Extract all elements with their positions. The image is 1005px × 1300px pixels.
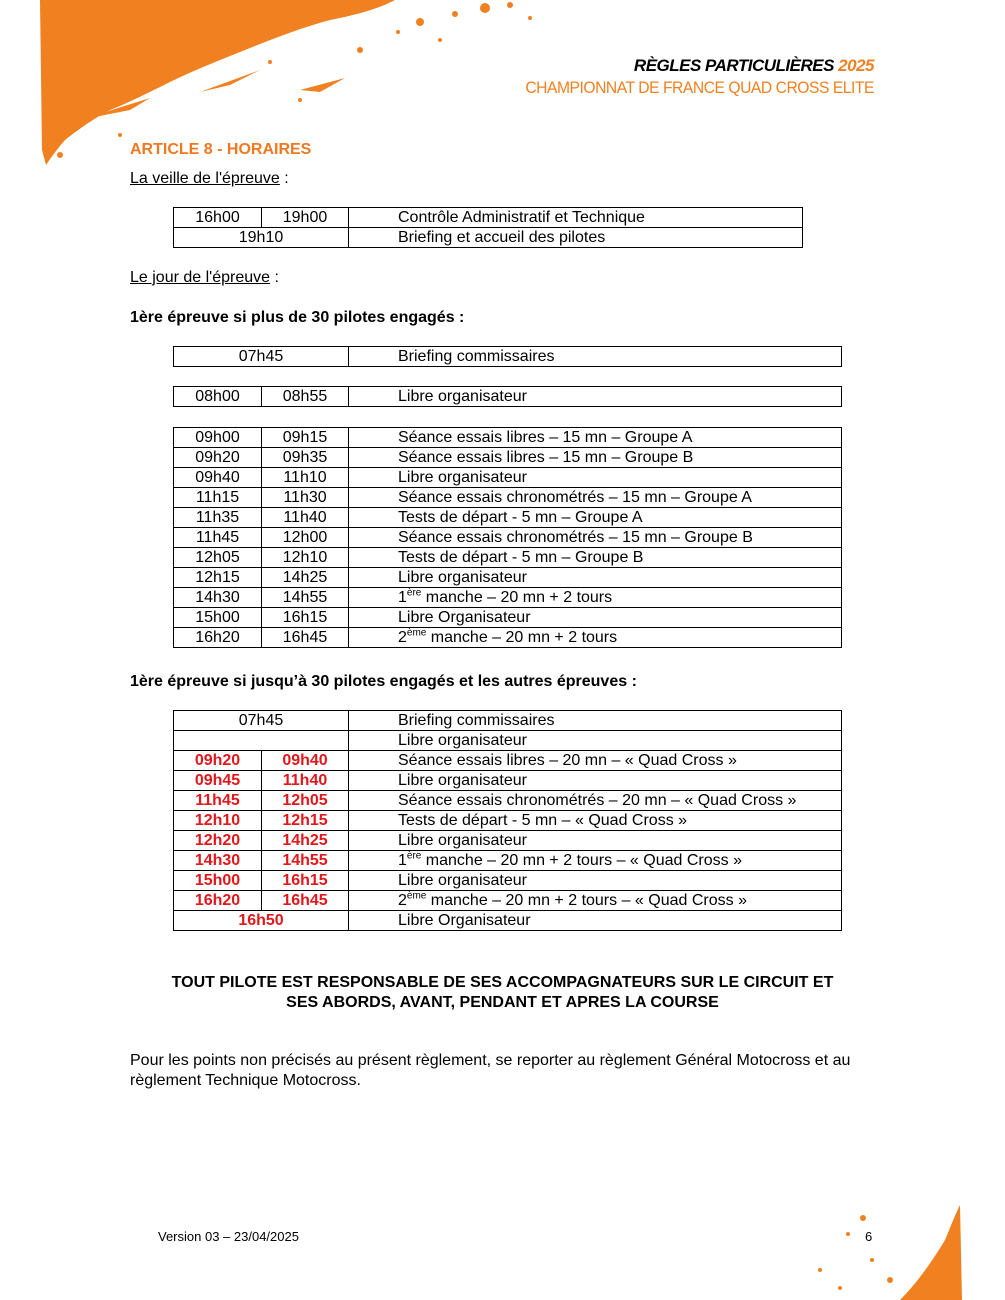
activity: Séance essais chronométrés – 15 mn – Groupe A [349, 488, 842, 508]
table-row [174, 751, 842, 771]
activity-text: manche – 20 mn + 2 tours – « Quad Cross » [426, 892, 747, 909]
end-time: 11h10 [262, 468, 349, 488]
ordinal-suffix: ème [406, 627, 427, 639]
table-row [174, 731, 842, 751]
race-number: 1 [398, 589, 407, 606]
eve-suffix: : [279, 170, 289, 187]
start-time: 09h00 [174, 428, 262, 448]
race-number: 2 [398, 629, 407, 646]
end-time: 12h15 [262, 811, 349, 831]
activity: Séance essais libres – 20 mn – « Quad Cross » [349, 751, 842, 771]
activity [349, 851, 842, 871]
header-year: 2025 [838, 56, 874, 75]
activity: Séance essais libres – 15 mn – Groupe A [349, 428, 842, 448]
table-row [174, 811, 842, 831]
activity: Tests de départ - 5 mn – Groupe A [349, 508, 842, 528]
section1-briefing-table [173, 346, 842, 367]
table-row [174, 891, 842, 911]
start-time: 12h10 [174, 811, 262, 831]
table-row [174, 871, 842, 891]
activity: Libre Organisateur [349, 911, 842, 931]
start-time: 16h20 [174, 891, 262, 911]
start-time: 09h20 [174, 448, 262, 468]
start-time: 11h15 [174, 488, 262, 508]
page-number: 6 [865, 1229, 873, 1244]
start-time: 09h40 [174, 468, 262, 488]
end-time: 08h55 [262, 387, 349, 407]
start-time: 11h35 [174, 508, 262, 528]
table-row [174, 851, 842, 871]
activity: Libre organisateur [349, 468, 842, 488]
start-time: 15h00 [174, 608, 262, 628]
section2-schedule-table [173, 710, 842, 931]
activity [349, 588, 842, 608]
activity: Libre Organisateur [349, 608, 842, 628]
table-row [174, 628, 842, 648]
activity: Libre organisateur [349, 568, 842, 588]
table-row [174, 771, 842, 791]
responsibility-notice [0, 973, 1005, 1013]
activity [349, 628, 842, 648]
reference-paragraph: Pour les points non précisés au présent règlement, se reporter au règlement Général Motocross et au règlement Technique Motocross. [130, 1052, 851, 1089]
end-time: 16h45 [262, 628, 349, 648]
activity-text: manche – 20 mn + 2 tours [421, 589, 613, 606]
end-time: 12h00 [262, 528, 349, 548]
header-title: RÈGLES PARTICULIÈRES [633, 56, 834, 75]
table-row [174, 711, 842, 731]
end-time: 12h10 [262, 548, 349, 568]
end-time: 16h15 [262, 608, 349, 628]
orange-splash-decoration-bottom [800, 1200, 970, 1300]
section1-title: 1ère épreuve si plus de 30 pilotes engagés : [130, 309, 465, 326]
start-time: 14h30 [174, 851, 262, 871]
activity: Contrôle Administratif et Technique [349, 208, 803, 228]
activity: Briefing commissaires [349, 347, 842, 367]
end-time: 16h45 [262, 891, 349, 911]
table-row [174, 347, 842, 367]
end-time: 09h35 [262, 448, 349, 468]
start-time: 12h15 [174, 568, 262, 588]
ordinal-suffix: ère [406, 587, 422, 599]
activity [349, 891, 842, 911]
end-time: 09h15 [262, 428, 349, 448]
start-time: 12h20 [174, 831, 262, 851]
footer-version: Version 03 – 23/04/2025 [158, 1229, 299, 1244]
table-row [174, 488, 842, 508]
activity: Séance essais chronométrés – 20 mn – « Quad Cross » [349, 791, 842, 811]
start-time: 11h45 [174, 528, 262, 548]
table-row [174, 468, 842, 488]
table-row [174, 508, 842, 528]
start-time: 15h00 [174, 871, 262, 891]
table-row [174, 428, 842, 448]
start-time: 16h20 [174, 628, 262, 648]
notice-line-1: TOUT PILOTE EST RESPONSABLE DE SES ACCOMPAGNATEURS SUR LE CIRCUIT ET [171, 974, 834, 991]
table-row [174, 548, 842, 568]
time: 19h10 [174, 228, 349, 248]
header-subtitle: CHAMPIONNAT DE FRANCE QUAD CROSS ELITE [525, 78, 874, 97]
start-time: 14h30 [174, 588, 262, 608]
table-row [174, 528, 842, 548]
end-time: 19h00 [262, 208, 349, 228]
activity: Séance essais chronométrés – 15 mn – Groupe B [349, 528, 842, 548]
activity: Libre organisateur [349, 871, 842, 891]
table-row [174, 448, 842, 468]
activity: Libre organisateur [349, 831, 842, 851]
activity-text: manche – 20 mn + 2 tours – « Quad Cross » [421, 852, 742, 869]
notice-line-2: SES ABORDS, AVANT, PENDANT ET APRES LA COURSE [286, 994, 719, 1011]
section1-libre-table [173, 386, 842, 407]
end-time: 12h05 [262, 791, 349, 811]
day-heading [130, 269, 279, 287]
end-time: 14h25 [262, 568, 349, 588]
end-time: 14h55 [262, 588, 349, 608]
day-suffix: : [270, 269, 279, 286]
activity: Libre organisateur [349, 771, 842, 791]
ordinal-suffix: ème [406, 890, 427, 902]
table-row [174, 228, 803, 248]
time: 07h45 [174, 347, 349, 367]
ordinal-suffix: ère [406, 850, 422, 862]
table-row [174, 387, 842, 407]
end-time: 11h40 [262, 508, 349, 528]
article-title: ARTICLE 8 - HORAIRES [130, 141, 312, 158]
time: 16h50 [174, 911, 349, 931]
section2-title: 1ère épreuve si jusqu’à 30 pilotes engagés et les autres épreuves : [130, 673, 637, 690]
day-label: Le jour de l'épreuve [130, 269, 271, 286]
table-row [174, 568, 842, 588]
table-row [174, 791, 842, 811]
eve-schedule-table [173, 207, 803, 248]
document-header [495, 56, 874, 98]
activity: Libre organisateur [349, 731, 842, 751]
start-time: 12h05 [174, 548, 262, 568]
empty-time [174, 731, 349, 751]
end-time: 14h25 [262, 831, 349, 851]
end-time: 14h55 [262, 851, 349, 871]
activity: Briefing commissaires [349, 711, 842, 731]
activity: Tests de départ - 5 mn – Groupe B [349, 548, 842, 568]
table-row [174, 588, 842, 608]
table-row [174, 608, 842, 628]
start-time: 08h00 [174, 387, 262, 407]
activity: Tests de départ - 5 mn – « Quad Cross » [349, 811, 842, 831]
race-number: 2 [398, 892, 407, 909]
table-row [174, 208, 803, 228]
eve-label: La veille de l'épreuve [130, 170, 280, 187]
activity: Briefing et accueil des pilotes [349, 228, 803, 248]
start-time: 09h20 [174, 751, 262, 771]
table-row [174, 831, 842, 851]
end-time: 11h30 [262, 488, 349, 508]
start-time: 16h00 [174, 208, 262, 228]
start-time: 09h45 [174, 771, 262, 791]
time: 07h45 [174, 711, 349, 731]
end-time: 09h40 [262, 751, 349, 771]
activity: Libre organisateur [349, 387, 842, 407]
race-number: 1 [398, 852, 407, 869]
end-time: 16h15 [262, 871, 349, 891]
eve-heading [130, 170, 289, 188]
start-time: 11h45 [174, 791, 262, 811]
table-row [174, 911, 842, 931]
activity: Séance essais libres – 15 mn – Groupe B [349, 448, 842, 468]
activity-text: manche – 20 mn + 2 tours [426, 629, 618, 646]
end-time: 11h40 [262, 771, 349, 791]
section1-schedule-table [173, 427, 842, 648]
